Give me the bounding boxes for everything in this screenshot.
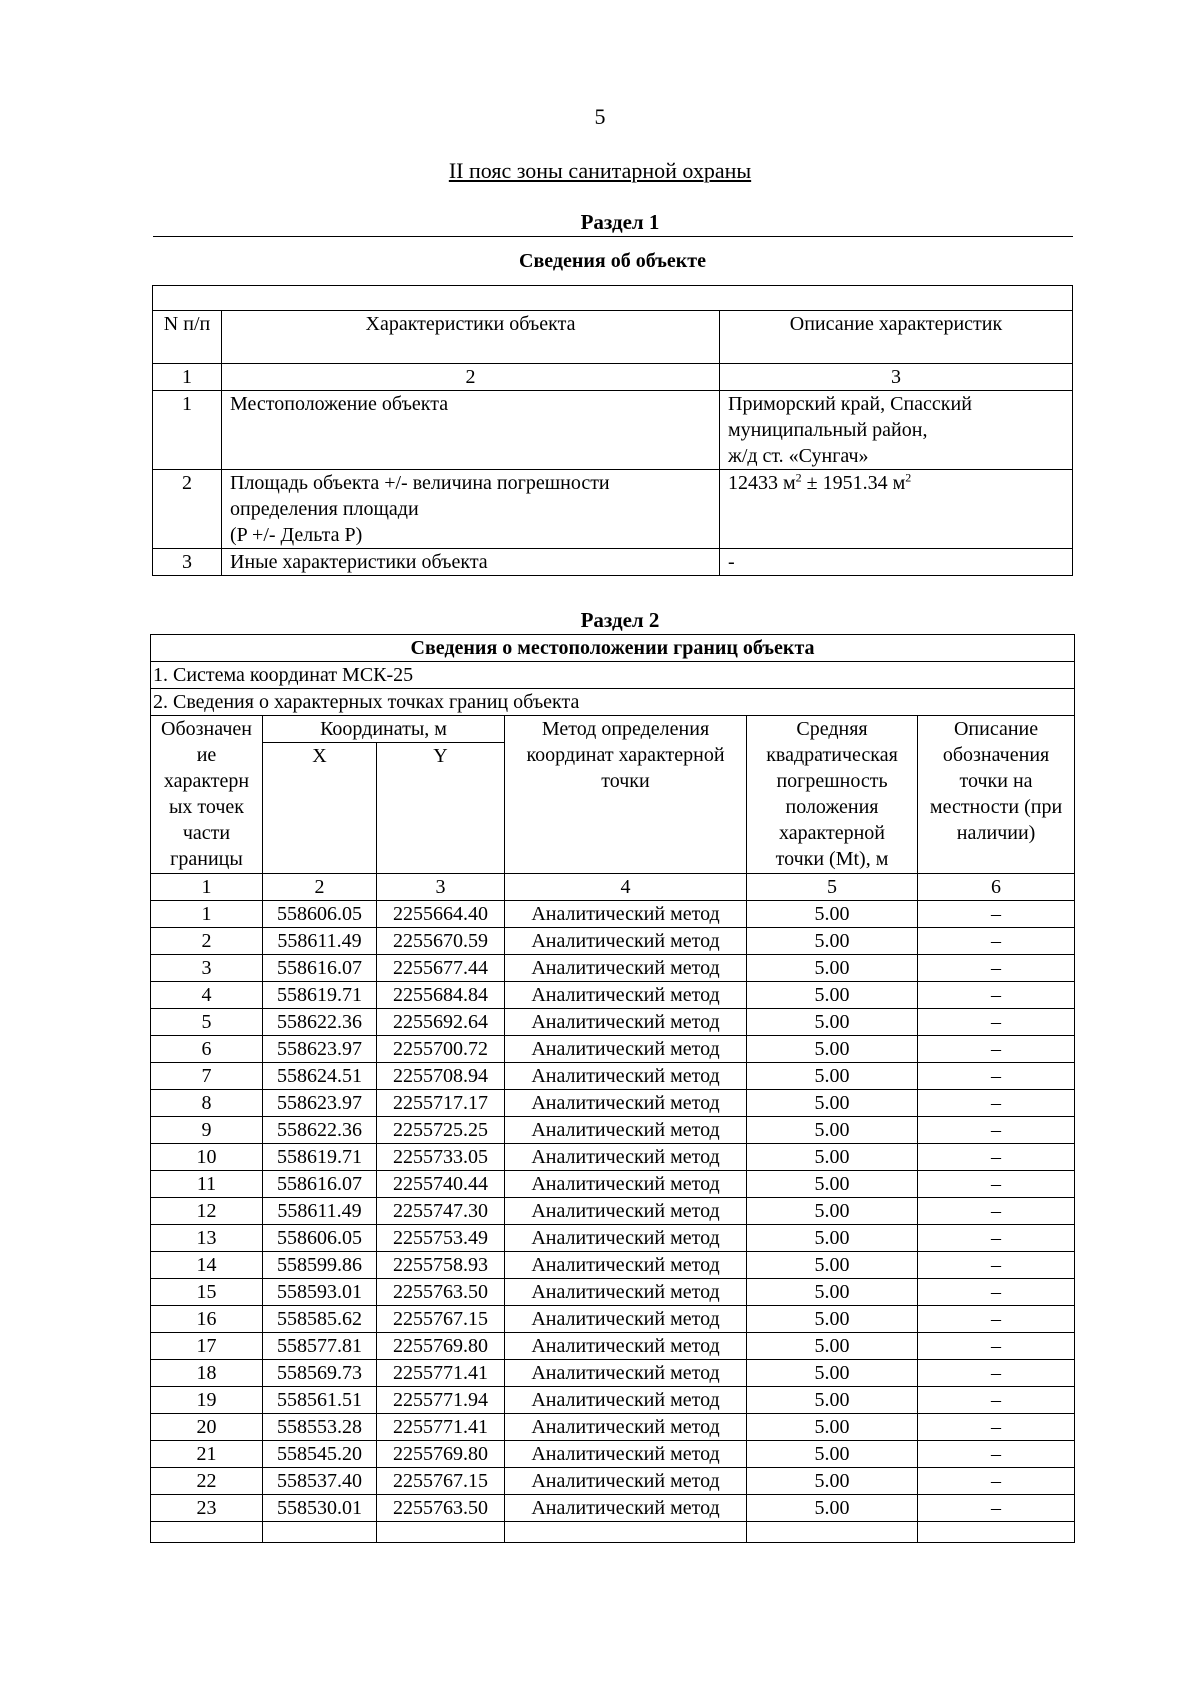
point-method: Аналитический метод: [505, 1468, 747, 1495]
point-method: Аналитический метод: [505, 1279, 747, 1306]
point-y: 2255747.30: [377, 1198, 505, 1225]
point-number: 8: [151, 1090, 263, 1117]
point-method: Аналитический метод: [505, 1063, 747, 1090]
point-x: 558616.07: [263, 955, 377, 982]
point-number: 9: [151, 1117, 263, 1144]
row-characteristic: [222, 470, 720, 549]
table-row: [151, 1387, 1075, 1414]
point-method: Аналитический метод: [505, 1306, 747, 1333]
header-line: характерн: [163, 770, 250, 792]
header-n: N п/п: [153, 311, 222, 364]
point-x: 558585.62: [263, 1306, 377, 1333]
point-error: 5.00: [747, 1468, 918, 1495]
point-x: 558616.07: [263, 1171, 377, 1198]
table-row: [151, 982, 1075, 1009]
area-value: 12433 м: [728, 472, 796, 494]
point-description: –: [918, 1090, 1075, 1117]
point-description: –: [918, 982, 1075, 1009]
section2-title: Раздел 2: [580, 608, 660, 632]
point-number: 1: [151, 901, 263, 928]
point-number: 6: [151, 1036, 263, 1063]
table-row: [151, 1198, 1075, 1225]
point-number: 13: [151, 1225, 263, 1252]
zone-title: II пояс зоны санитарной охраны: [448, 158, 752, 183]
point-description: –: [918, 1225, 1075, 1252]
characteristic-line: определения площади: [230, 498, 419, 520]
trailing-empty-cell: [918, 1522, 1075, 1543]
point-description: –: [918, 1252, 1075, 1279]
point-y: 2255684.84: [377, 982, 505, 1009]
point-method: Аналитический метод: [505, 982, 747, 1009]
point-method: Аналитический метод: [505, 1414, 747, 1441]
point-error: 5.00: [747, 955, 918, 982]
col-number: 6: [918, 874, 1075, 901]
point-description: –: [918, 1171, 1075, 1198]
point-y: 2255753.49: [377, 1225, 505, 1252]
header-line: погрешность: [776, 770, 888, 792]
trailing-empty-cell: [377, 1522, 505, 1543]
table-row: [151, 1171, 1075, 1198]
point-x: 558622.36: [263, 1009, 377, 1036]
row-number: 2: [153, 470, 222, 549]
header-line: положения: [785, 796, 879, 818]
header-line: местности (при: [929, 796, 1063, 818]
point-y: 2255769.80: [377, 1333, 505, 1360]
point-error: 5.00: [747, 1117, 918, 1144]
header-line: характерной: [779, 822, 885, 844]
point-error: 5.00: [747, 1009, 918, 1036]
point-error: 5.00: [747, 1144, 918, 1171]
point-x: 558577.81: [263, 1333, 377, 1360]
point-description: –: [918, 1387, 1075, 1414]
point-description: –: [918, 1144, 1075, 1171]
header-line: ых точек: [168, 796, 245, 818]
point-x: 558623.97: [263, 1036, 377, 1063]
point-method: Аналитический метод: [505, 1009, 747, 1036]
point-y: 2255771.41: [377, 1414, 505, 1441]
point-x: 558611.49: [263, 1198, 377, 1225]
point-number: 5: [151, 1009, 263, 1036]
point-error: 5.00: [747, 1495, 918, 1522]
trailing-empty-cell: [263, 1522, 377, 1543]
point-number: 3: [151, 955, 263, 982]
point-method: Аналитический метод: [505, 1117, 747, 1144]
point-number: 18: [151, 1360, 263, 1387]
table-row: [151, 928, 1075, 955]
point-number: 23: [151, 1495, 263, 1522]
page-number: 5: [594, 104, 606, 129]
table-row: [151, 1063, 1075, 1090]
point-x: 558545.20: [263, 1441, 377, 1468]
point-method: Аналитический метод: [505, 1198, 747, 1225]
point-y: 2255771.94: [377, 1387, 505, 1414]
point-description: –: [918, 1009, 1075, 1036]
area-error: ± 1951.34 м: [801, 472, 906, 494]
point-error: 5.00: [747, 1441, 918, 1468]
point-error: 5.00: [747, 1333, 918, 1360]
trailing-empty-cell: [747, 1522, 918, 1543]
point-method: Аналитический метод: [505, 1225, 747, 1252]
point-x: 558537.40: [263, 1468, 377, 1495]
point-number: 21: [151, 1441, 263, 1468]
col-number: 2: [263, 874, 377, 901]
point-x: 558623.97: [263, 1090, 377, 1117]
row-description: [720, 391, 1073, 470]
col-number: 4: [505, 874, 747, 901]
point-x: 558622.36: [263, 1117, 377, 1144]
point-x: 558599.86: [263, 1252, 377, 1279]
point-description: –: [918, 1279, 1075, 1306]
point-description: –: [918, 928, 1075, 955]
point-description: –: [918, 901, 1075, 928]
point-number: 17: [151, 1333, 263, 1360]
point-error: 5.00: [747, 1090, 918, 1117]
table-row: [151, 1441, 1075, 1468]
row-number: 3: [153, 549, 222, 576]
header-line: Метод определения: [541, 718, 710, 740]
point-description: –: [918, 1333, 1075, 1360]
point-error: 5.00: [747, 1279, 918, 1306]
point-method: Аналитический метод: [505, 901, 747, 928]
description-line: ж/д ст. «Сунгач»: [728, 445, 869, 467]
point-y: 2255763.50: [377, 1495, 505, 1522]
point-x: 558606.05: [263, 901, 377, 928]
point-x: 558569.73: [263, 1360, 377, 1387]
point-error: 5.00: [747, 1225, 918, 1252]
point-description: –: [918, 1468, 1075, 1495]
section1-title: Раздел 1: [580, 210, 660, 234]
header-characteristic: Характеристики объекта: [222, 311, 720, 364]
header-line: части: [182, 822, 231, 844]
characteristic-line: (P +/- Дельта P): [230, 524, 363, 546]
description-line: Приморский край, Спасский: [728, 393, 972, 415]
area-unit-sup: 2: [795, 470, 802, 485]
point-error: 5.00: [747, 1171, 918, 1198]
point-y: 2255700.72: [377, 1036, 505, 1063]
object-info-table: [152, 236, 1073, 576]
table-row: [151, 1036, 1075, 1063]
point-x: 558561.51: [263, 1387, 377, 1414]
point-number: 19: [151, 1387, 263, 1414]
point-error: 5.00: [747, 928, 918, 955]
point-x: 558593.01: [263, 1279, 377, 1306]
point-y: 2255733.05: [377, 1144, 505, 1171]
row-description: -: [720, 549, 1073, 576]
table-row: [151, 1333, 1075, 1360]
header-line: квадратическая: [766, 744, 898, 766]
point-y: 2255717.17: [377, 1090, 505, 1117]
description-line: муниципальный район,: [728, 419, 928, 441]
point-method: Аналитический метод: [505, 1441, 747, 1468]
boundary-title: Сведения о местоположении границ объекта: [151, 635, 1075, 662]
point-error: 5.00: [747, 901, 918, 928]
col-number: 5: [747, 874, 918, 901]
table-row: [151, 1414, 1075, 1441]
point-description: –: [918, 1117, 1075, 1144]
header-line: Средняя: [796, 718, 868, 740]
point-x: 558530.01: [263, 1495, 377, 1522]
point-description: –: [918, 1441, 1075, 1468]
point-error: 5.00: [747, 1063, 918, 1090]
table-row: [151, 1306, 1075, 1333]
header-point-description: [918, 716, 1075, 874]
point-x: 558606.05: [263, 1225, 377, 1252]
object-info-title: Сведения об объекте: [153, 237, 1073, 286]
table-row: [151, 1225, 1075, 1252]
point-method: Аналитический метод: [505, 1360, 747, 1387]
col-number: 2: [222, 364, 720, 391]
table-row: [151, 1252, 1075, 1279]
point-y: 2255769.80: [377, 1441, 505, 1468]
table-row: [151, 1495, 1075, 1522]
header-description: Описание характеристик: [720, 311, 1073, 364]
point-method: Аналитический метод: [505, 1495, 747, 1522]
point-number: 2: [151, 928, 263, 955]
table-row: [151, 1279, 1075, 1306]
point-method: Аналитический метод: [505, 1144, 747, 1171]
boundary-points-table: [150, 634, 1075, 1543]
row-number: 1: [153, 391, 222, 470]
row-characteristic: Местоположение объекта: [222, 391, 720, 470]
point-number: 16: [151, 1306, 263, 1333]
row-description: [720, 470, 1073, 549]
point-method: Аналитический метод: [505, 1036, 747, 1063]
coord-system: 1. Система координат МСК-25: [151, 662, 1075, 689]
point-y: 2255677.44: [377, 955, 505, 982]
point-method: Аналитический метод: [505, 1387, 747, 1414]
point-method: Аналитический метод: [505, 1171, 747, 1198]
col-number: 1: [151, 874, 263, 901]
point-description: –: [918, 1198, 1075, 1225]
point-number: 10: [151, 1144, 263, 1171]
point-number: 12: [151, 1198, 263, 1225]
point-method: Аналитический метод: [505, 1333, 747, 1360]
point-number: 22: [151, 1468, 263, 1495]
point-error: 5.00: [747, 1252, 918, 1279]
table-row: [151, 1360, 1075, 1387]
table-row: [151, 1090, 1075, 1117]
point-method: Аналитический метод: [505, 1252, 747, 1279]
table-row: [151, 1009, 1075, 1036]
header-line: обозначения: [942, 744, 1050, 766]
point-number: 7: [151, 1063, 263, 1090]
point-x: 558619.71: [263, 1144, 377, 1171]
point-method: Аналитический метод: [505, 1090, 747, 1117]
table-row: [151, 901, 1075, 928]
point-error: 5.00: [747, 1360, 918, 1387]
point-y: 2255670.59: [377, 928, 505, 955]
point-error: 5.00: [747, 982, 918, 1009]
header-method: [505, 716, 747, 874]
point-number: 20: [151, 1414, 263, 1441]
header-error: [747, 716, 918, 874]
point-error: 5.00: [747, 1387, 918, 1414]
point-description: –: [918, 1495, 1075, 1522]
points-body: [151, 901, 1075, 1522]
col-number: 1: [153, 364, 222, 391]
table-row: [151, 1468, 1075, 1495]
table-row: [151, 1144, 1075, 1171]
point-x: 558619.71: [263, 982, 377, 1009]
col-number: 3: [720, 364, 1073, 391]
header-line: Обозначен: [161, 718, 252, 740]
header-line: точки (Mt), м: [775, 848, 889, 870]
table-row: [151, 1117, 1075, 1144]
header-designation: [151, 716, 263, 874]
point-error: 5.00: [747, 1414, 918, 1441]
empty-row: [153, 286, 1073, 311]
header-line: границы: [170, 848, 243, 870]
point-x: 558611.49: [263, 928, 377, 955]
point-method: Аналитический метод: [505, 955, 747, 982]
characteristic-line: Площадь объекта +/- величина погрешности: [230, 472, 610, 494]
point-number: 4: [151, 982, 263, 1009]
row-characteristic: Иные характеристики объекта: [222, 549, 720, 576]
point-description: –: [918, 1360, 1075, 1387]
point-y: 2255767.15: [377, 1306, 505, 1333]
point-number: 11: [151, 1171, 263, 1198]
point-description: –: [918, 1414, 1075, 1441]
header-line: точки: [601, 770, 650, 792]
point-y: 2255758.93: [377, 1252, 505, 1279]
point-y: 2255763.50: [377, 1279, 505, 1306]
point-y: 2255771.41: [377, 1360, 505, 1387]
header-x: X: [263, 743, 377, 874]
point-error: 5.00: [747, 1306, 918, 1333]
area-error-unit-sup: 2: [905, 470, 912, 485]
col-number: 3: [377, 874, 505, 901]
header-line: наличии): [956, 822, 1036, 844]
point-x: 558624.51: [263, 1063, 377, 1090]
point-y: 2255664.40: [377, 901, 505, 928]
point-number: 14: [151, 1252, 263, 1279]
header-coordinates: Координаты, м: [263, 716, 505, 743]
point-description: –: [918, 1306, 1075, 1333]
point-y: 2255692.64: [377, 1009, 505, 1036]
header-line: координат характерной: [526, 744, 725, 766]
header-line: ие: [196, 744, 217, 766]
point-error: 5.00: [747, 1036, 918, 1063]
point-description: –: [918, 1036, 1075, 1063]
trailing-empty-cell: [505, 1522, 747, 1543]
point-method: Аналитический метод: [505, 928, 747, 955]
point-description: –: [918, 955, 1075, 982]
header-line: точки на: [959, 770, 1033, 792]
points-title: 2. Сведения о характерных точках границ объекта: [151, 689, 1075, 716]
point-error: 5.00: [747, 1198, 918, 1225]
point-y: 2255740.44: [377, 1171, 505, 1198]
point-y: 2255708.94: [377, 1063, 505, 1090]
point-x: 558553.28: [263, 1414, 377, 1441]
point-number: 15: [151, 1279, 263, 1306]
header-line: Описание: [953, 718, 1039, 740]
point-y: 2255725.25: [377, 1117, 505, 1144]
header-y: Y: [377, 743, 505, 874]
trailing-empty-cell: [151, 1522, 263, 1543]
table-row: [151, 955, 1075, 982]
point-description: –: [918, 1063, 1075, 1090]
point-y: 2255767.15: [377, 1468, 505, 1495]
